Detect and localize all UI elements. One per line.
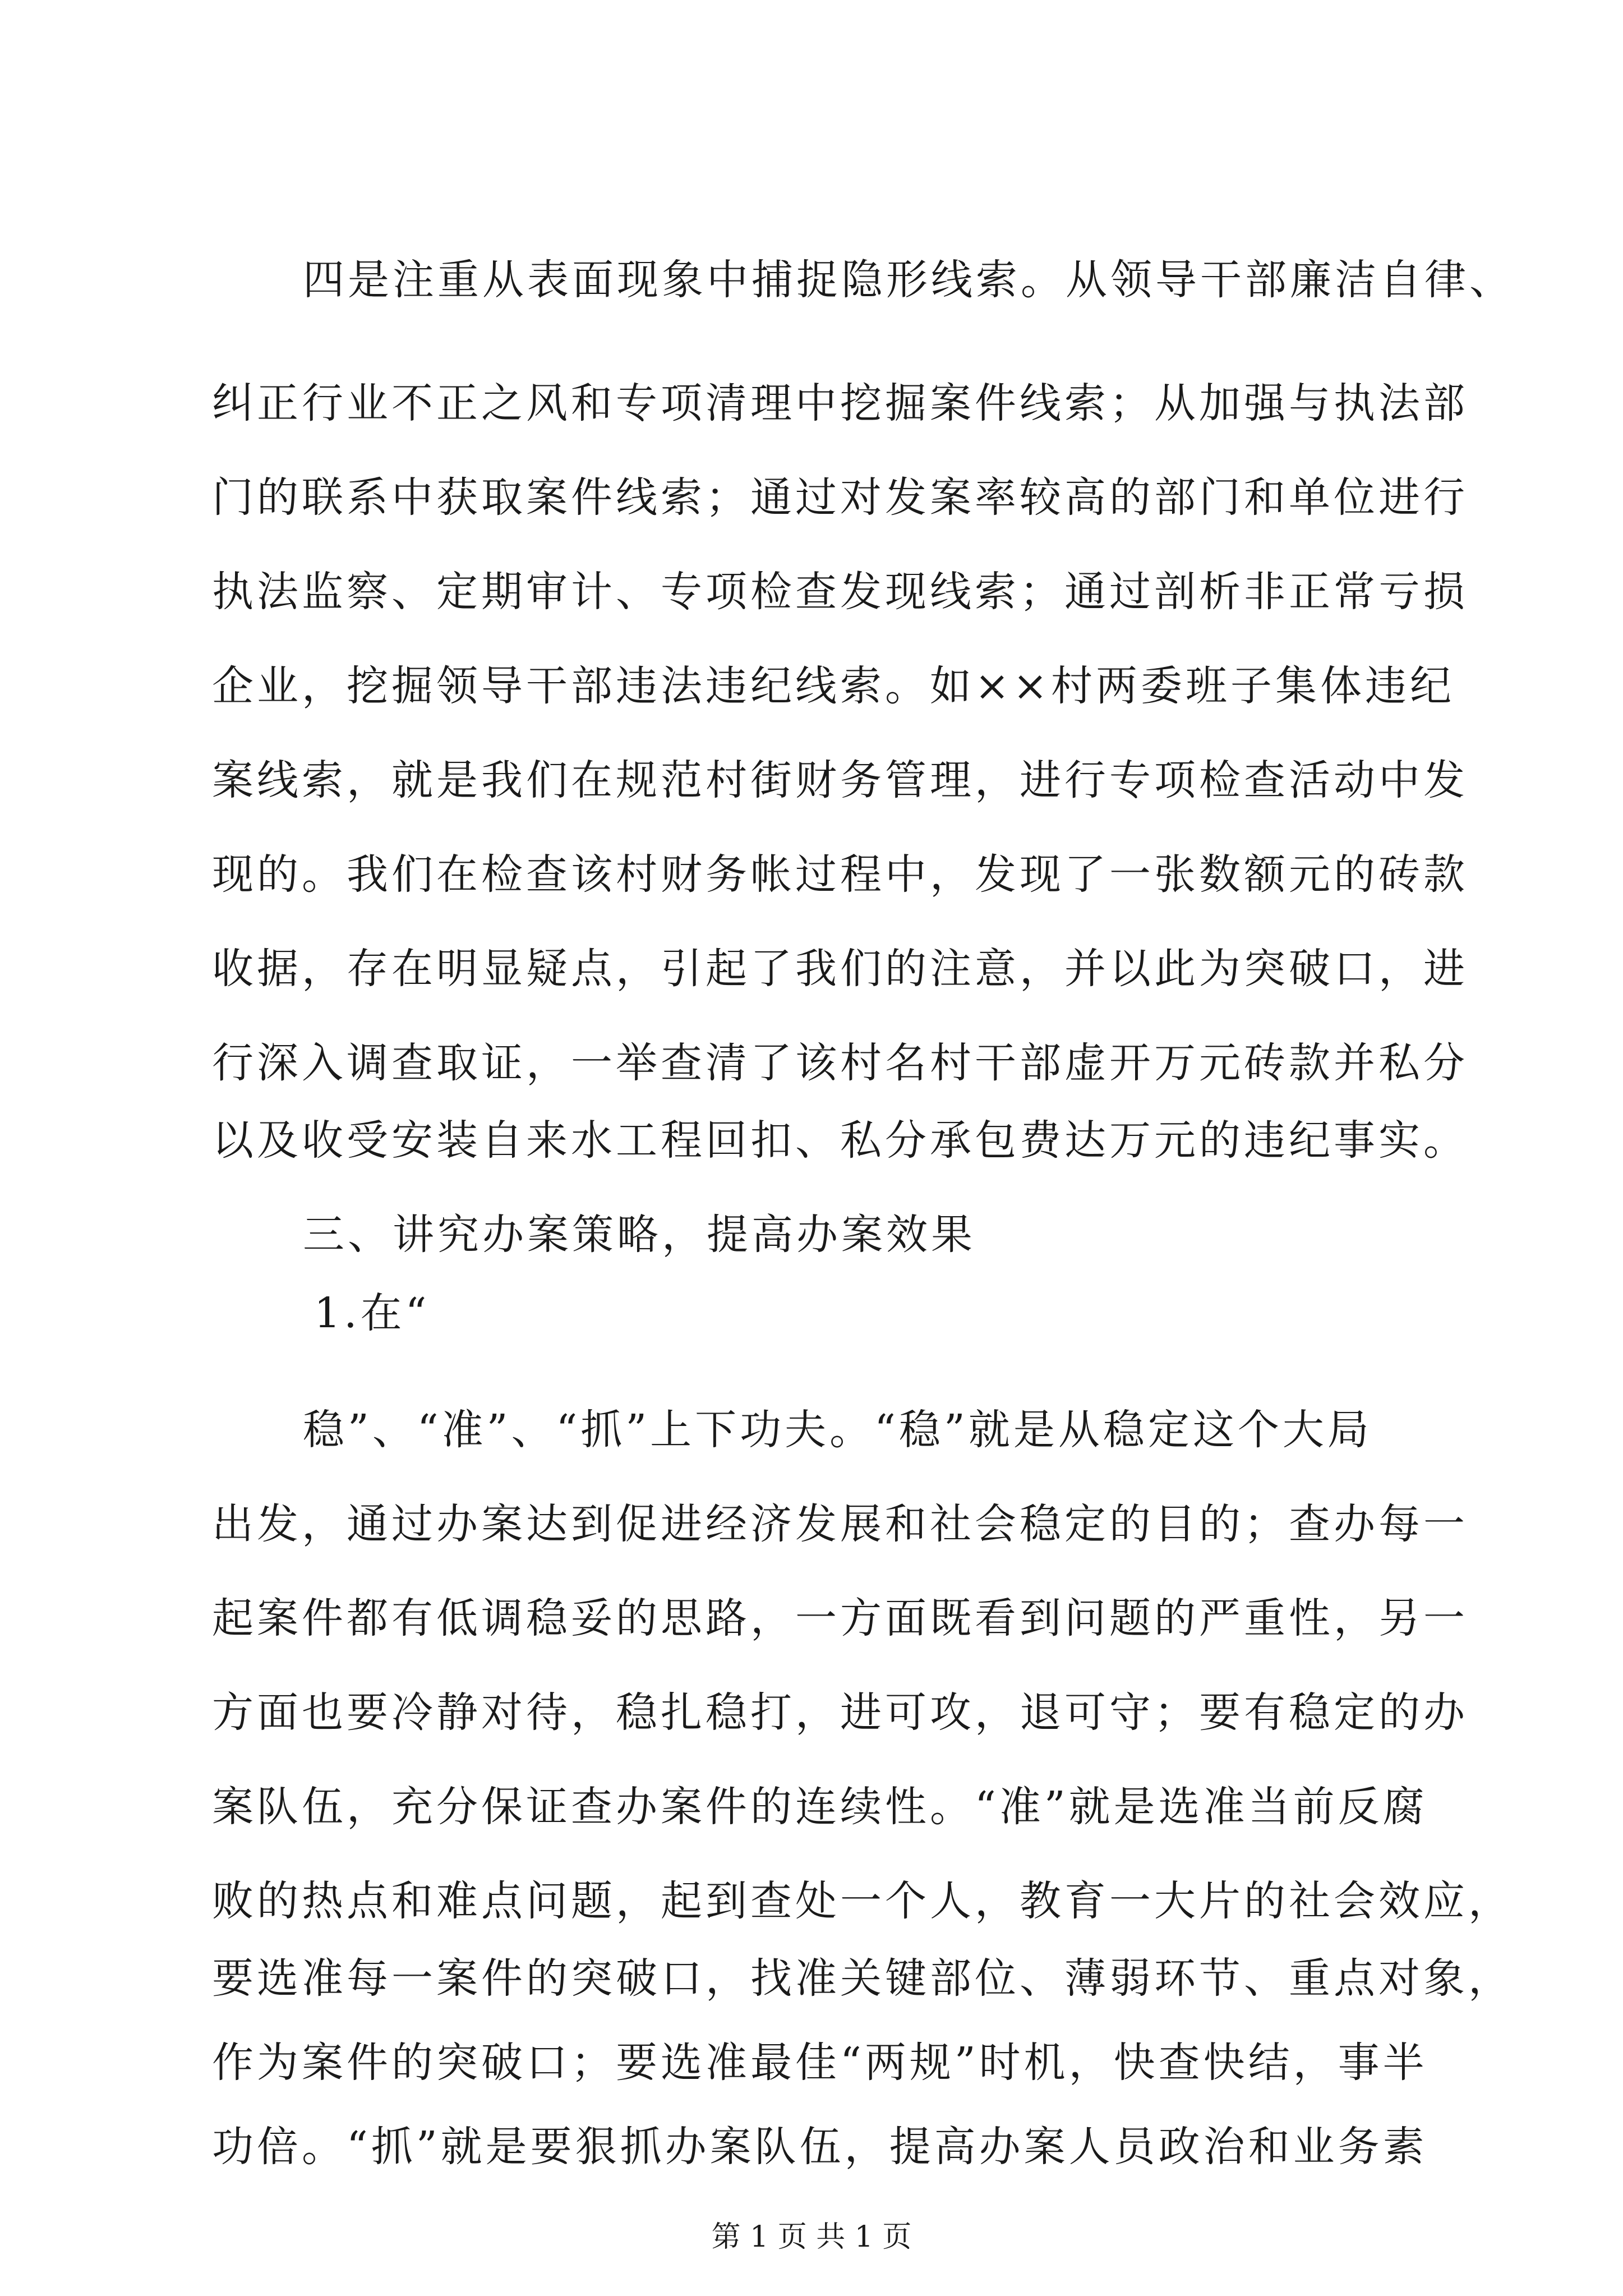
text-line: 四是注重从表面现象中捕捉隐形线索。从领导干部廉洁自律、 xyxy=(303,256,1514,304)
text-line: 收据，存在明显疑点，引起了我们的注意，并以此为突破口，进 xyxy=(212,945,1468,993)
text-line: 企业，挖掘领导干部违法违纪线索。如××村两委班子集体违纪 xyxy=(212,662,1455,710)
text-line: 纠正行业不正之风和专项清理中挖掘案件线索；从加强与执法部 xyxy=(212,379,1468,427)
text-line: 门的联系中获取案件线索；通过对发案率较高的部门和单位进行 xyxy=(212,473,1468,522)
text-line: 案队伍，充分保证查办案件的连续性。“准”就是选准当前反腐 xyxy=(212,1783,1428,1831)
page-footer: 第 1 页 共 1 页 xyxy=(711,2220,912,2254)
list-item-marker: 1.在“ xyxy=(314,1289,430,1337)
text-line: 功倍。“抓”就是要狠抓办案队伍，提高办案人员政治和业务素 xyxy=(212,2123,1428,2171)
section-heading: 三、讲究办案策略，提高办案效果 xyxy=(303,1211,976,1259)
text-line: 现的。我们在检查该村财务帐过程中，发现了一张数额元的砖款 xyxy=(212,850,1468,899)
text-line: 行深入调查取证，一举查清了该村名村干部虚开万元砖款并私分 xyxy=(212,1039,1468,1087)
text-line: 出发，通过办案达到促进经济发展和社会稳定的目的；查办每一 xyxy=(212,1500,1468,1548)
text-line: 作为案件的突破口；要选准最佳“两规”时机，快查快结，事半 xyxy=(212,2039,1428,2087)
text-line: 要选准每一案件的突破口，找准关键部位、薄弱环节、重点对象， xyxy=(212,1954,1513,2003)
text-line: 执法监察、定期审计、专项检查发现线索；通过剖析非正常亏损 xyxy=(212,568,1468,616)
text-line: 以及收受安装自来水工程回扣、私分承包费达万元的违纪事实。 xyxy=(212,1116,1468,1165)
text-line: 稳”、“准”、“抓”上下功夫。“稳”就是从稳定这个大局 xyxy=(303,1406,1372,1454)
text-line: 方面也要冷静对待，稳扎稳打，进可攻，退可守；要有稳定的办 xyxy=(212,1688,1468,1737)
text-line: 案线索，就是我们在规范村街财务管理，进行专项检查活动中发 xyxy=(212,756,1468,804)
text-line: 起案件都有低调稳妥的思路，一方面既看到问题的严重性，另一 xyxy=(212,1594,1468,1642)
text-line: 败的热点和难点问题，起到查处一个人，教育一大片的社会效应， xyxy=(212,1877,1513,1925)
